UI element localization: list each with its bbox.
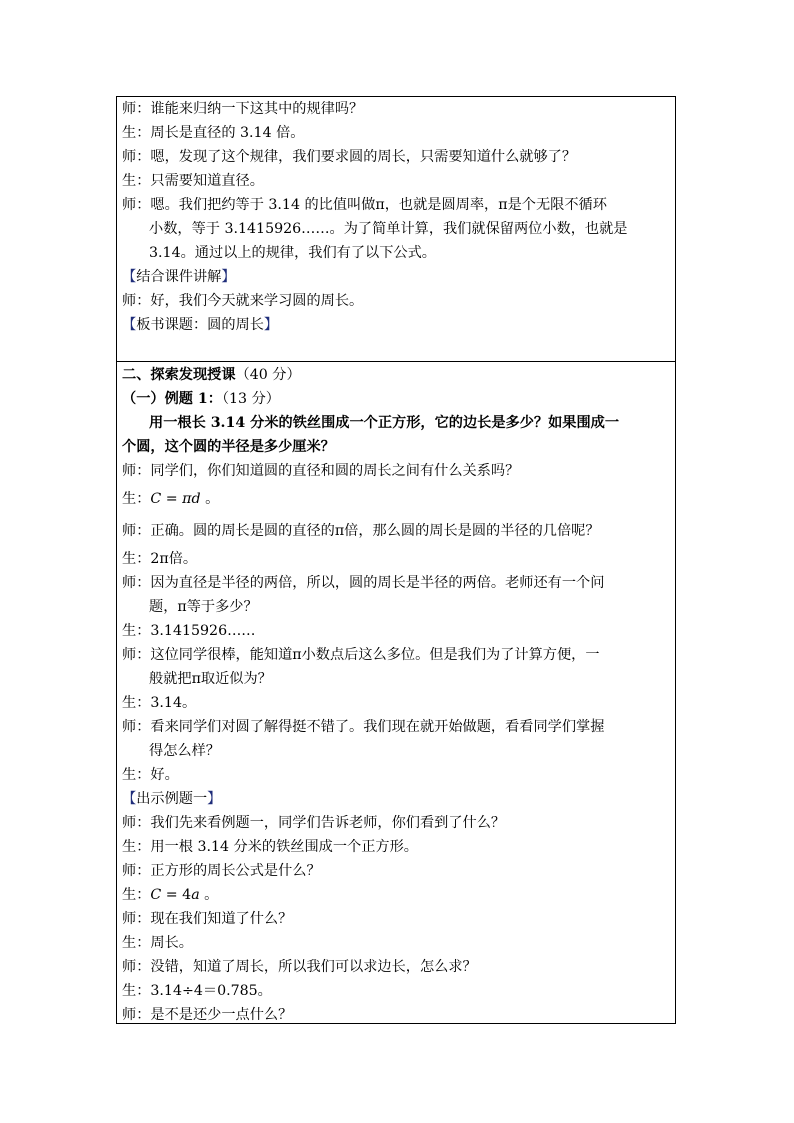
text-segment: 生：2π倍。	[122, 551, 198, 567]
text-line	[122, 97, 669, 121]
text-line	[122, 979, 669, 1003]
text-segment: 师：正确。圆的周长是圆的直径的π倍，那么圆的周长是圆的半径的几倍呢？	[122, 523, 600, 539]
text-line	[122, 483, 669, 515]
text-segment: 用一根长 3.14 分米的铁丝围成一个正方形，它的边长是多少？如果围成一	[149, 415, 620, 431]
text-line	[122, 363, 669, 387]
text-segment: 小数，等于 3.1415926……。为了简单计算，我们就保留两位小数，也就是	[149, 221, 628, 237]
text-line	[122, 667, 669, 691]
text-segment: 结合课件讲解	[136, 269, 222, 285]
text-segment: 师：因为直径是半径的两倍，所以，圆的周长是半径的两倍。老师还有一个问	[122, 575, 605, 591]
text-segment: 】	[207, 791, 222, 807]
text-line	[122, 145, 669, 169]
text-segment: 【	[122, 791, 137, 807]
text-line	[122, 515, 669, 547]
text-segment: 板书课题：圆的周长	[136, 317, 264, 333]
text-line	[122, 595, 669, 619]
text-line	[122, 217, 669, 241]
text-segment: （40 分）	[235, 367, 301, 383]
text-line	[122, 643, 669, 667]
text-segment: C	[150, 491, 162, 507]
text-segment: 生：	[122, 491, 151, 507]
text-segment: 生：好。	[122, 767, 179, 783]
text-segment: 。	[200, 491, 220, 507]
dialogue-section-example-1	[122, 363, 669, 1027]
text-line	[122, 121, 669, 145]
text-line	[122, 811, 669, 835]
text-line	[122, 763, 669, 787]
text-segment: 生：用一根 3.14 分米的铁丝围成一个正方形。	[122, 839, 418, 855]
text-segment: 生：周长是直径的 3.14 倍。	[122, 125, 305, 141]
text-segment: 师：嗯。我们把约等于 3.14 的比值叫做π，也就是圆周率，π是个无限不循环	[122, 197, 607, 213]
text-line	[122, 411, 669, 435]
text-segment: 个圆，这个圆的半径是多少厘米？	[122, 439, 335, 455]
text-line	[122, 313, 669, 337]
text-line	[122, 787, 669, 811]
text-segment: 师：是不是还少一点什么？	[122, 1007, 293, 1023]
text-line	[122, 835, 669, 859]
text-segment: 师：没错，知道了周长，所以我们可以求边长，怎么求？	[122, 959, 477, 975]
text-segment: 师：正方形的周长公式是什么？	[122, 863, 321, 879]
text-segment: 生：3.14。	[122, 695, 197, 711]
text-segment: 【	[122, 269, 137, 285]
text-segment: 】	[221, 269, 236, 285]
text-line	[122, 739, 669, 763]
text-segment: （13 分）	[221, 391, 280, 407]
text-line	[122, 459, 669, 483]
text-line	[122, 547, 669, 571]
text-line	[122, 289, 669, 313]
table-divider	[117, 361, 675, 362]
text-line	[122, 435, 669, 459]
text-segment: 师：看来同学们对圆了解得挺不错了。我们现在就开始做题，看看同学们掌握	[122, 719, 605, 735]
text-segment: 二、探索发现授课	[122, 367, 236, 383]
text-segment: （一）例题 1：	[122, 391, 222, 407]
text-segment: 师：现在我们知道了什么？	[122, 911, 293, 927]
text-segment: 师：同学们，你们知道圆的直径和圆的周长之间有什么关系吗？	[122, 463, 520, 479]
text-segment: 题，π等于多少？	[149, 599, 258, 615]
text-line	[122, 571, 669, 595]
text-line	[122, 387, 669, 411]
text-segment: 师：好，我们今天就来学习圆的周长。	[122, 293, 364, 309]
text-segment: 般就把π取近似为？	[149, 671, 272, 687]
text-segment: πd	[182, 491, 201, 507]
text-segment: 生：	[122, 887, 151, 903]
text-segment: 】	[263, 317, 279, 333]
text-line	[122, 859, 669, 883]
text-segment: 生：3.14÷4＝0.785。	[122, 983, 272, 999]
text-segment: 生：只需要知道直径。	[122, 173, 264, 189]
text-segment: 师：这位同学很棒，能知道π小数点后这么多位。但是我们为了计算方便，一	[122, 647, 600, 663]
text-segment: 【	[122, 317, 137, 333]
text-line	[122, 931, 669, 955]
text-line	[122, 883, 669, 907]
text-segment: 。	[199, 887, 219, 903]
text-segment: = 4	[161, 887, 192, 903]
text-segment: 生：3.1415926……	[122, 623, 256, 639]
text-segment: 3.14。通过以上的规律，我们有了以下公式。	[149, 245, 436, 261]
text-segment: 师：嗯，发现了这个规律，我们要求圆的周长，只需要知道什么就够了？	[122, 149, 577, 165]
text-segment: 师：谁能来归纳一下这其中的规律吗？	[122, 101, 364, 117]
text-segment: 得怎么样？	[149, 743, 220, 759]
text-line	[122, 691, 669, 715]
text-segment: 生：周长。	[122, 935, 193, 951]
text-segment: a	[191, 887, 200, 903]
text-segment: 出示例题一	[136, 791, 208, 807]
text-segment: =	[161, 491, 183, 507]
text-line	[122, 1003, 669, 1027]
text-line	[122, 907, 669, 931]
text-line	[122, 955, 669, 979]
text-line	[122, 241, 669, 265]
text-line	[122, 169, 669, 193]
text-line	[122, 193, 669, 217]
text-segment: 师：我们先来看例题一，同学们告诉老师，你们看到了什么？	[122, 815, 506, 831]
text-line	[122, 265, 669, 289]
text-segment: C	[150, 887, 162, 903]
text-line	[122, 715, 669, 739]
dialogue-section-review	[122, 97, 669, 337]
lesson-table	[116, 96, 676, 1024]
text-line	[122, 619, 669, 643]
